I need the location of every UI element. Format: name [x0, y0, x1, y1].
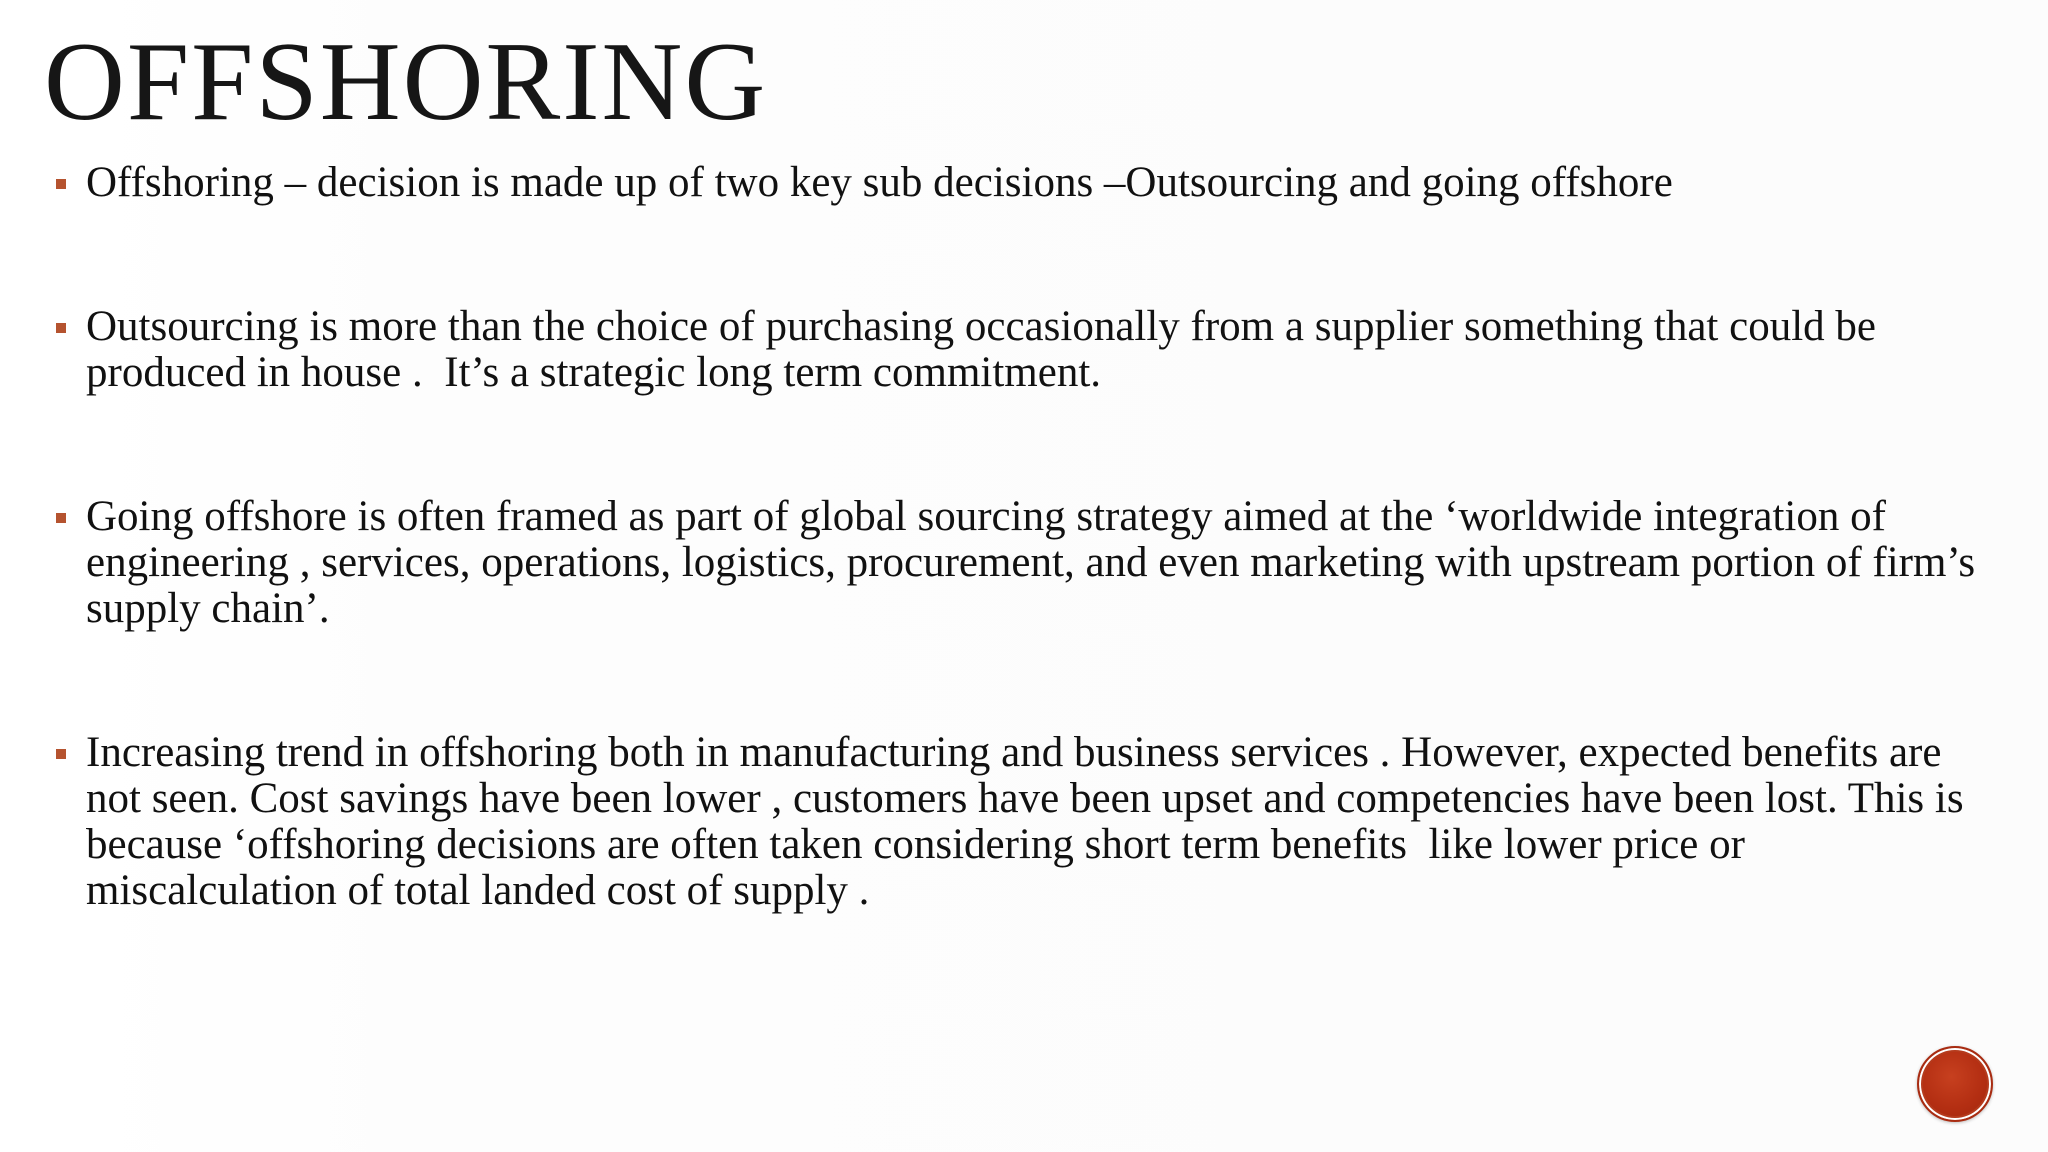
square-bullet-icon [56, 749, 66, 759]
circle-button-icon[interactable] [1917, 1046, 1993, 1122]
bullet-item [50, 304, 2000, 396]
bullet-text: Going offshore is often framed as part of global sourcing strategy aimed at the ‘worldwide integration of engineering , services, operations, logistics, procurement, and even marketing with upstream portion of firm’s supply chain’. [86, 493, 1986, 632]
slide-title: OFFSHORING [44, 20, 768, 144]
bullet-item [50, 494, 2000, 632]
square-bullet-icon [56, 179, 66, 189]
bullet-list [50, 160, 2000, 914]
bullet-item [50, 160, 2000, 206]
bullet-text: Increasing trend in offshoring both in manufacturing and business services . However, expected benefits are not seen. Cost savings have been lower , customers have been upset and competencies have been lost. This is because ‘offshoring decisions are often taken considering short term benefits like lower price or miscalculation of total landed cost of supply . [86, 729, 1975, 914]
bullet-text: Outsourcing is more than the choice of purchasing occasionally from a supplier something that could be produced in house . It’s a strategic long term commitment. [86, 303, 1887, 396]
square-bullet-icon [56, 513, 66, 523]
bullet-text: Offshoring – decision is made up of two key sub decisions –Outsourcing and going offshore [86, 159, 1673, 206]
square-bullet-icon [56, 323, 66, 333]
bullet-item [50, 730, 2000, 914]
